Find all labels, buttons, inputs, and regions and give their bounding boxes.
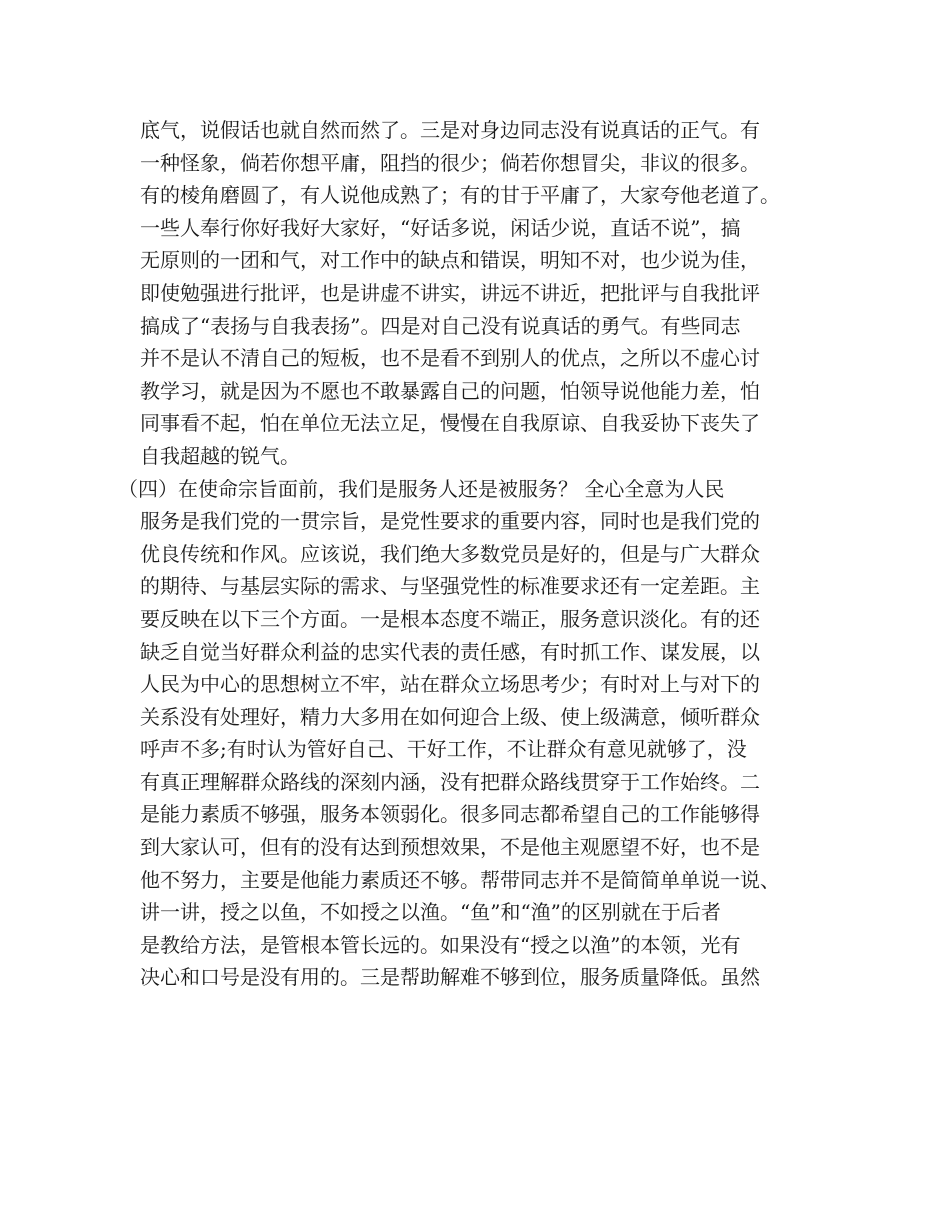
text-line: 的期待、与基层实际的需求、与坚强党性的标准要求还有一定差距。主 [140,574,760,599]
text-line: 到大家认可，但有的没有达到预想效果，不是他主观愿望不好，也不是 [140,835,760,860]
text-line: 服务是我们党的一贯宗旨，是党性要求的重要内容，同时也是我们党的 [140,509,760,534]
text-line: 一些人奉行你好我好大家好，“好话多说，闲话少说，直话不说”，搞 [140,215,741,240]
text-line: 人民为中心的思想树立不牢，站在群众立场思考少；有时对上与对下的 [140,672,760,697]
text-line: 自我超越的锐气。 [140,443,300,468]
text-line: 决心和口号是没有用的。三是帮助解难不够到位，服务质量降低。虽然 [140,965,760,990]
text-line: 搞成了“表扬与自我表扬”。四是对自己没有说真话的勇气。有些同志 [140,313,741,338]
text-line: 底气，说假话也就自然而然了。三是对身边同志没有说真话的正气。有 [140,118,760,142]
text-line: 是能力素质不够强，服务本领弱化。很多同志都希望自己的工作能够得 [140,802,760,827]
text-line: 讲一讲，授之以鱼，不如授之以渔。“鱼”和“渔”的区别就在于后者 [140,900,721,925]
text-line: 同事看不起，怕在单位无法立足，慢慢在自我原谅、自我妥协下丧失了 [140,411,760,436]
text-line: 即使勉强进行批评，也是讲虚不讲实，讲远不讲近，把批评与自我批评 [140,280,760,305]
text-line: 关系没有处理好，精力大多用在如何迎合上级、使上级满意，倾听群众 [140,704,760,729]
text-line: 优良传统和作风。应该说，我们绝大多数党员是好的，但是与广大群众 [140,541,760,566]
text-line: 缺乏自觉当好群众利益的忠实代表的责任感，有时抓工作、谋发展，以 [140,639,760,664]
text-line: 有真正理解群众路线的深刻内涵，没有把群众路线贯穿于工作始终。二 [140,769,760,794]
text-line: 教学习，就是因为不愿也不敢暴露自己的问题，怕领导说他能力差，怕 [140,378,760,403]
text-line: 并不是认不清自己的短板，也不是看不到别人的优点，之所以不虚心讨 [140,346,760,371]
text-line: 有的棱角磨圆了，有人说他成熟了；有的甘于平庸了，大家夸他老道了。 [140,183,780,208]
text-line: 呼声不多;有时认为管好自己、干好工作，不让群众有意见就够了，没 [140,737,747,762]
text-line: 他不努力，主要是他能力素质还不够。帮带同志并不是简简单单说一说、 [140,867,780,892]
section-heading-line: （四）在使命宗旨面前，我们是服务人还是被服务？ 全心全意为人民 [118,476,725,501]
body-text [118,114,830,994]
text-line: 要反映在以下三个方面。一是根本态度不端正，服务意识淡化。有的还 [140,606,760,631]
text-line: 是教给方法，是管根本管长远的。如果没有“授之以渔”的本领，光有 [140,932,741,957]
text-line: 无原则的一团和气，对工作中的缺点和错误，明知不对，也少说为佳， [140,248,760,273]
text-line: 一种怪象，倘若你想平庸，阻挡的很少；倘若你想冒尖，非议的很多。 [140,150,760,175]
